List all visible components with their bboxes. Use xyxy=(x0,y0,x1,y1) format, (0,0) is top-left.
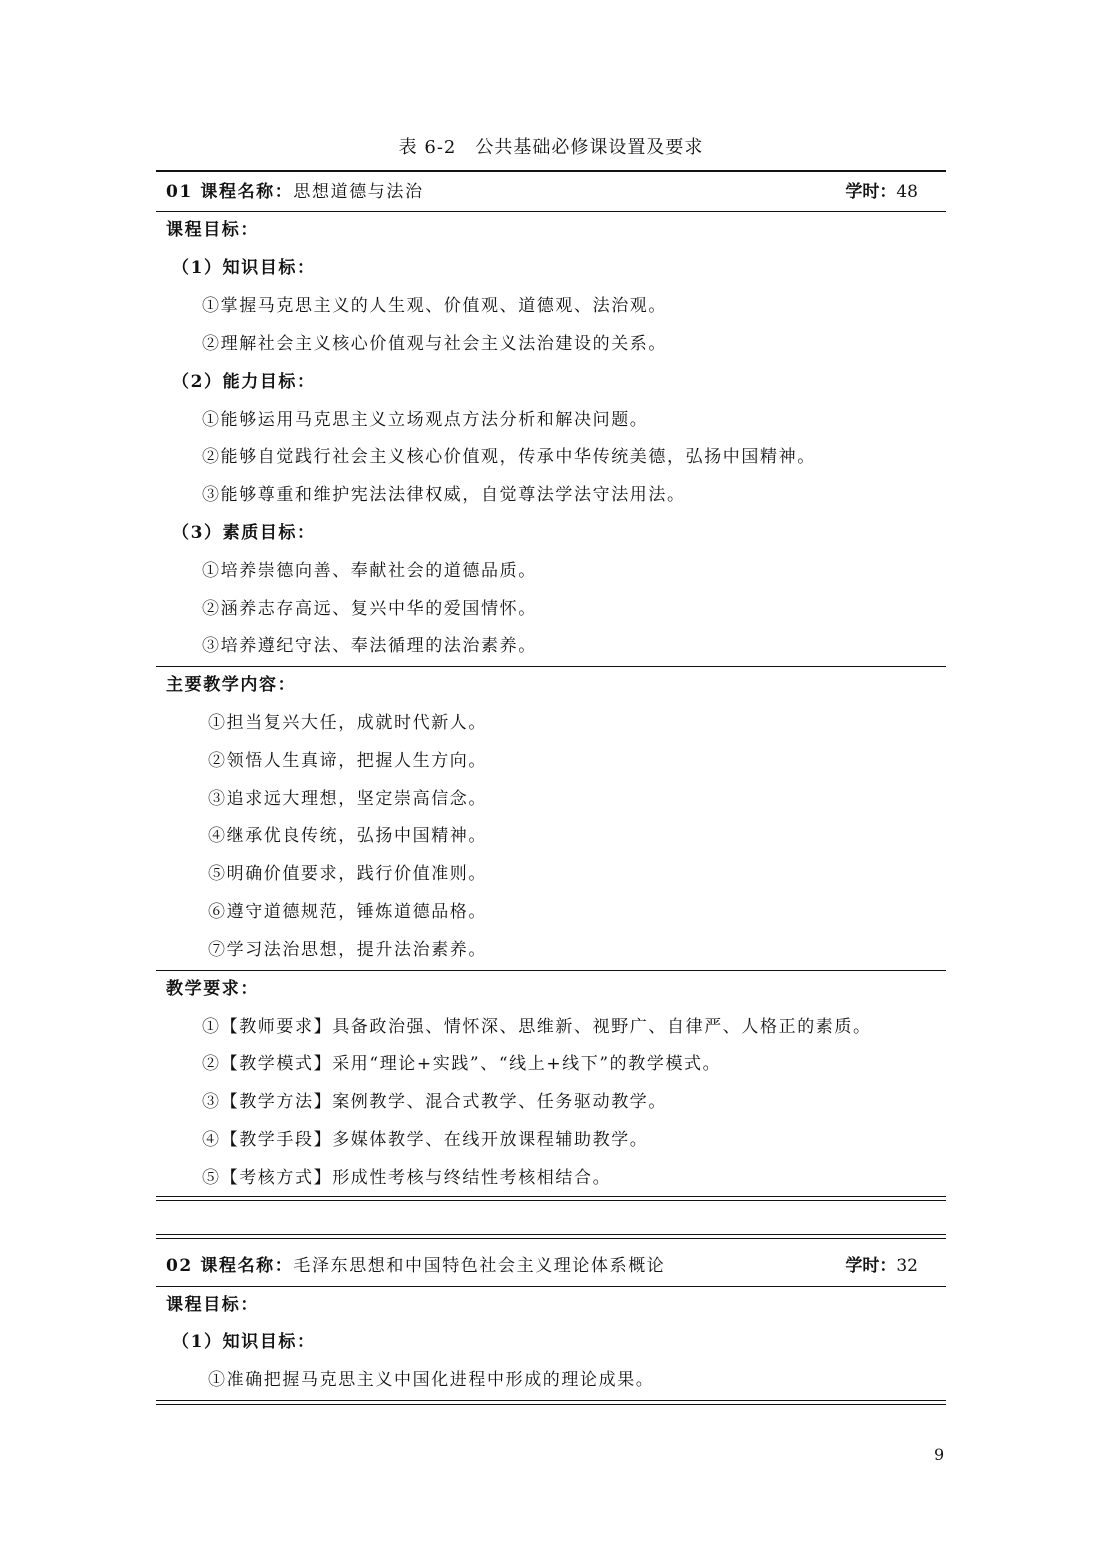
bottom-rule xyxy=(156,1400,946,1405)
course-name: 思想道德与法治 xyxy=(293,182,424,202)
row-divider xyxy=(156,666,946,667)
course-name-row xyxy=(166,177,424,202)
course-name: 毛泽东思想和中国特色社会主义理论体系概论 xyxy=(293,1256,666,1276)
content-heading: 主要教学内容： xyxy=(166,675,297,695)
course-name-label: 01 课程名称： xyxy=(166,182,294,202)
row-divider xyxy=(156,970,946,971)
list-item: ④【教学手段】多媒体教学、在线开放课程辅助教学。 xyxy=(202,1130,649,1150)
quality-heading: （3）素质目标： xyxy=(172,523,316,543)
list-item: ②理解社会主义核心价值观与社会主义法治建设的关系。 xyxy=(202,334,667,354)
bottom-rule xyxy=(156,1196,946,1201)
list-item: ③培养遵纪守法、奉法循理的法治素养。 xyxy=(202,636,537,656)
knowledge-heading: （1）知识目标： xyxy=(172,1332,316,1352)
course-name-label: 02 课程名称： xyxy=(166,1256,294,1276)
list-item: ③【教学方法】案例教学、混合式教学、任务驱动教学。 xyxy=(202,1092,667,1112)
hours-value: 48 xyxy=(896,182,918,202)
list-item: ⑦学习法治思想，提升法治素养。 xyxy=(208,940,487,960)
list-item: ⑤明确价值要求，践行价值准则。 xyxy=(208,864,487,884)
requirements-heading: 教学要求： xyxy=(166,979,259,999)
row-divider xyxy=(156,1286,946,1287)
top-rule xyxy=(156,1234,946,1239)
list-item: ⑤【考核方式】形成性考核与终结性考核相结合。 xyxy=(202,1168,612,1188)
course-name-row xyxy=(166,1251,665,1276)
hours-label: 学时： xyxy=(845,182,897,202)
list-item: ①准确把握马克思主义中国化进程中形成的理论成果。 xyxy=(208,1370,655,1390)
course-hours xyxy=(845,177,918,202)
list-item: ①担当复兴大任，成就时代新人。 xyxy=(208,713,487,733)
course-hours xyxy=(845,1251,918,1276)
list-item: ②能够自觉践行社会主义核心价值观，传承中华传统美德，弘扬中国精神。 xyxy=(202,447,816,467)
list-item: ①培养崇德向善、奉献社会的道德品质。 xyxy=(202,561,537,581)
knowledge-heading: （1）知识目标： xyxy=(172,258,316,278)
goals-heading: 课程目标： xyxy=(166,1295,259,1315)
list-item: ①【教师要求】具备政治强、情怀深、思维新、视野广、自律严、人格正的素质。 xyxy=(202,1017,872,1037)
top-rule xyxy=(156,170,946,172)
hours-label: 学时： xyxy=(845,1256,897,1276)
list-item: ⑥遵守道德规范，锤炼道德品格。 xyxy=(208,902,487,922)
ability-heading: （2）能力目标： xyxy=(172,372,316,392)
table-caption: 表 6-2 公共基础必修课设置及要求 xyxy=(398,137,704,158)
page-number: 9 xyxy=(934,1445,945,1464)
list-item: ④继承优良传统，弘扬中国精神。 xyxy=(208,826,487,846)
list-item: ②涵养志存高远、复兴中华的爱国情怀。 xyxy=(202,599,537,619)
list-item: ②【教学模式】采用“理论+实践”、“线上+线下”的教学模式。 xyxy=(202,1054,722,1074)
list-item: ③追求远大理想，坚定崇高信念。 xyxy=(208,789,487,809)
hours-value: 32 xyxy=(896,1256,918,1276)
list-item: ①掌握马克思主义的人生观、价值观、道德观、法治观。 xyxy=(202,296,667,316)
list-item: ①能够运用马克思主义立场观点方法分析和解决问题。 xyxy=(202,410,649,430)
goals-heading: 课程目标： xyxy=(166,220,259,240)
row-divider xyxy=(156,211,946,212)
list-item: ②领悟人生真谛，把握人生方向。 xyxy=(208,751,487,771)
list-item: ③能够尊重和维护宪法法律权威，自觉尊法学法守法用法。 xyxy=(202,485,686,505)
